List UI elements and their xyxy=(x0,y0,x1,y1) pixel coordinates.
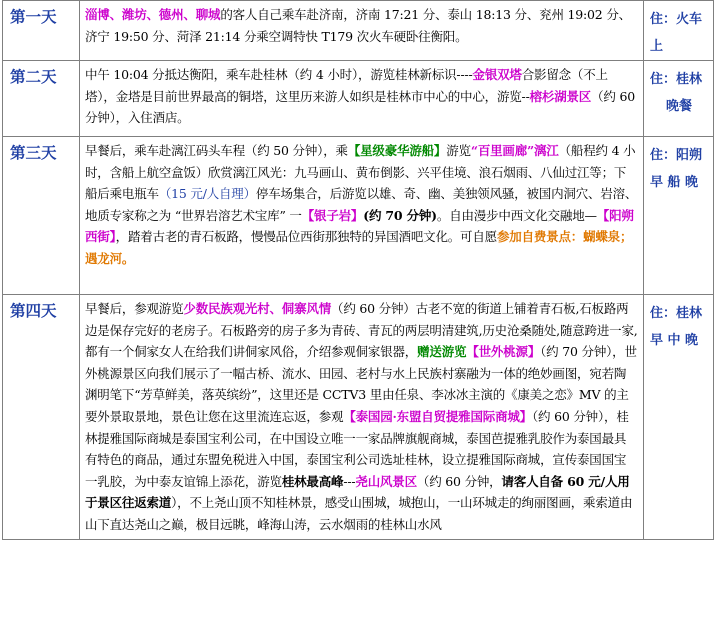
description-text: 合影留念（不上塔），金塔是目前世界最高的铜塔，这里历来游人如织是桂林市中心的中心，游览-- xyxy=(85,67,608,104)
day-label: 第一天 xyxy=(3,1,80,61)
highlight-text: (约 70 分钟) xyxy=(363,207,437,223)
description-text: 游览 xyxy=(446,143,471,158)
highlight-text: 【泰国园·东盟自贸提雅国际商城】 xyxy=(343,408,532,424)
meals-label: 早 船 晚 xyxy=(650,175,699,190)
lodging-meals xyxy=(644,137,714,295)
description-text: （约 60 分钟， xyxy=(416,473,502,489)
day-label: 第二天 xyxy=(3,61,80,137)
highlight-text: 【世外桃源】 xyxy=(466,344,541,360)
description-text: （约 70 分钟），世外桃源景区向我们展示了一幅古桥、流水、田园、老村与水上民族村寨融为一体的绝妙画图，宛若陶渊明笔下“芳草鲜美，落英缤纷”，这里还是 CCTV3 里由任泉、李冰冰主演的《康美之恋》MV 的主要外景取景地，景色让您在这里流连忘返，参观 xyxy=(85,344,637,424)
day-description xyxy=(80,1,644,61)
description-text: （约 60 分钟）古老不宽的街道上铺着青石板,石板路两边是保存完好的老房子。石板路旁的房子多为青砖、青瓦的两层明清建筑,历史沧桑随处,随意跨进一家,都有一个侗家女人在给我们讲侗家风俗，介绍参观侗家银器， xyxy=(85,301,638,360)
highlight-text: 【星级豪华游船】 xyxy=(347,143,447,158)
lodging-label: 住：桂林 xyxy=(650,306,703,321)
lodging-label: 住：桂林 xyxy=(650,72,703,87)
lodging-meals xyxy=(644,295,714,540)
description-text: 中午 10:04 分抵达衡阳，乘车赴桂林（约 4 小时），游览桂林新标识---- xyxy=(85,67,473,82)
highlight-text: 蝴蝶泉；遇龙河。 xyxy=(85,229,633,266)
lodging-label: 住：火车上 xyxy=(650,12,703,54)
highlight-text: 榕杉湖景区 xyxy=(529,88,592,104)
description-text: 。自由漫步中西文化交融地— xyxy=(436,207,597,223)
highlight-text: 【阳朔西街】 xyxy=(85,207,634,245)
itinerary-row-day3 xyxy=(3,137,714,295)
highlight-text: 【银子岩】 xyxy=(301,207,364,223)
description-text: ，踏着古老的青石板路，慢慢品位西街那独特的异国酒吧文化。可自愿 xyxy=(115,229,497,245)
description-text: 早餐后，乘车赴漓江码头车程（约 50 分钟），乘 xyxy=(85,143,348,158)
description-text: 停车场集合，后游览以雄、奇、幽、美独领风骚，被国内洞穴、岩溶、地质专家称之为 “世界岩溶艺术宝库” 一 xyxy=(85,186,638,223)
description-text: 的客人自己乘车赴济南，济南 17:21 分、泰山 18:13 分、兖州 19:02 分、济宁 19:50 分、菏泽 21:14 分乘空调特快 T179 次火车硬卧往衡阳。 xyxy=(85,7,631,44)
description-text: （约 60 分钟），入住酒店。 xyxy=(85,88,636,126)
lodging-label: 住：阳朔 xyxy=(650,148,703,163)
itinerary-row-day4 xyxy=(3,295,714,540)
meals-label: 晚餐 xyxy=(666,99,693,114)
highlight-text: （15 元/人自理） xyxy=(158,186,256,202)
day-description xyxy=(80,137,644,295)
day-description xyxy=(80,295,644,540)
itinerary-table xyxy=(2,0,714,540)
highlight-text: 参加自费景点： xyxy=(496,229,584,245)
day-description xyxy=(80,61,644,137)
highlight-text: 赠送游览 xyxy=(417,344,467,360)
description-text: 早餐后，参观游览 xyxy=(85,301,184,316)
highlight-text: 尧山风景区 xyxy=(355,473,417,489)
highlight-text: 请客人自备 60 元/人用于景区往返索道 xyxy=(85,473,630,511)
day-label: 第四天 xyxy=(3,295,80,540)
highlight-text: 淄博、潍坊、德州、聊城 xyxy=(85,7,221,22)
highlight-text: 桂林最高峰 xyxy=(281,473,344,489)
lodging-meals xyxy=(644,1,714,61)
description-text: ），不上尧山顶不知桂林景，感受山围城，城抱山，一山环城走的绚丽图画，乘索道由山下直达尧山之巅，极目远眺，峰海山涛，云水烟雨的桂林山水风 xyxy=(85,495,633,532)
description-text: （约 60 分钟），桂林提雅国际商城是泰国宝利公司，在中国设立唯一一家品牌旗舰商城，泰国芭提雅乳胶作为泰国最具有特色的商品，通过东盟免税进入中国，泰国宝利公司选址桂林，设立提雅国际商城，宣传泰国国宝一乳胶，为中泰友谊锦上添花，游览 xyxy=(85,408,629,489)
day-label: 第三天 xyxy=(3,137,80,295)
description-text: （船程约 4 小时，含船上航空盒饭）欣赏漓江风光：九马画山、黄布倒影、兴平佳境、浪石烟雨、八仙过江等；下船后乘电瓶车 xyxy=(85,143,636,202)
highlight-text: 金银双塔 xyxy=(472,67,522,82)
highlight-text: “百里画廊”漓江 xyxy=(470,143,559,158)
description-text: --- xyxy=(343,473,356,489)
itinerary-row-day2 xyxy=(3,61,714,137)
lodging-meals xyxy=(644,61,714,137)
itinerary-row-day1 xyxy=(3,1,714,61)
meals-label: 早 中 晚 xyxy=(650,333,699,348)
highlight-text: 少数民族观光村、侗寨风情 xyxy=(183,301,332,316)
